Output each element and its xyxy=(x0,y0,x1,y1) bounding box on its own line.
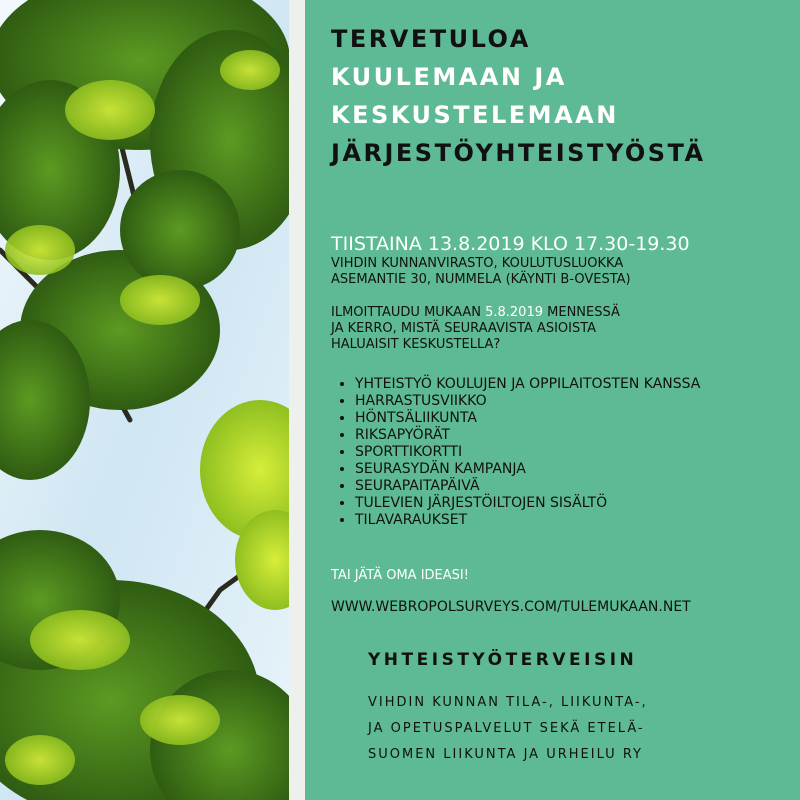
tree-canopy-illustration xyxy=(0,0,289,800)
event-date-time: TIISTAINA 13.8.2019 KLO 17.30-19.30 xyxy=(331,233,690,255)
registration-deadline: 5.8.2019 xyxy=(485,305,543,320)
tree-canopy-photo xyxy=(0,0,289,800)
topic-item: • TULEVIEN JÄRJESTÖILTOJEN SISÄLTÖ xyxy=(355,495,795,512)
signature-line-3: SUOMEN LIIKUNTA JA URHEILU RY xyxy=(368,747,643,762)
heading-line-4: JÄRJESTÖYHTEISTYÖSTÄ xyxy=(331,139,706,167)
signature-line-1: VIHDIN KUNNAN TILA-, LIIKUNTA-, xyxy=(368,695,648,710)
heading-line-2: KUULEMAAN JA xyxy=(331,63,567,91)
heading-line-1: TERVETULOA xyxy=(331,25,531,53)
heading-line-3: KESKUSTELEMAAN xyxy=(331,101,619,129)
idea-prompt: TAI JÄTÄ OMA IDEASI! xyxy=(331,568,469,583)
topic-list xyxy=(333,376,795,529)
registration-prefix: ILMOITTAUDU MUKAAN xyxy=(331,305,486,320)
signature xyxy=(368,690,648,768)
topic-item: • SEURASYDÄN KAMPANJA xyxy=(355,461,795,478)
topic-item: • HARRASTUSVIIKKO xyxy=(355,393,795,410)
registration-line-1 xyxy=(331,305,620,321)
topic-item: • SEURAPAITAPÄIVÄ xyxy=(355,478,795,495)
registration-suffix: MENNESSÄ xyxy=(543,305,620,320)
registration-line-3: HALUAISIT KESKUSTELLA? xyxy=(331,337,501,352)
registration-text xyxy=(331,305,620,353)
topic-item: • TILAVARAUKSET xyxy=(355,512,795,529)
venue-line-1: VIHDIN KUNNANVIRASTO, KOULUTUSLUOKKA xyxy=(331,256,624,271)
signature-line-2: JA OPETUSPALVELUT SEKÄ ETELÄ- xyxy=(368,721,645,736)
topic-item: • YHTEISTYÖ KOULUJEN JA OPPILAITOSTEN KANSSA xyxy=(355,376,795,393)
venue-line-2: ASEMANTIE 30, NUMMELA (KÄYNTI B-OVESTA) xyxy=(331,272,631,287)
topic-item: • RIKSAPYÖRÄT xyxy=(355,427,795,444)
topic-item: • SPORTTIKORTTI xyxy=(355,444,795,461)
survey-url: WWW.WEBROPOLSURVEYS.COM/TULEMUKAAN.NET xyxy=(331,599,691,615)
registration-line-2: JA KERRO, MISTÄ SEURAAVISTA ASIOISTA xyxy=(331,321,597,336)
event-venue xyxy=(331,256,631,288)
topic-item: • HÖNTSÄLIIKUNTA xyxy=(355,410,795,427)
greeting: YHTEISTYÖTERVEISIN xyxy=(368,650,638,670)
divider-strip xyxy=(289,0,305,800)
